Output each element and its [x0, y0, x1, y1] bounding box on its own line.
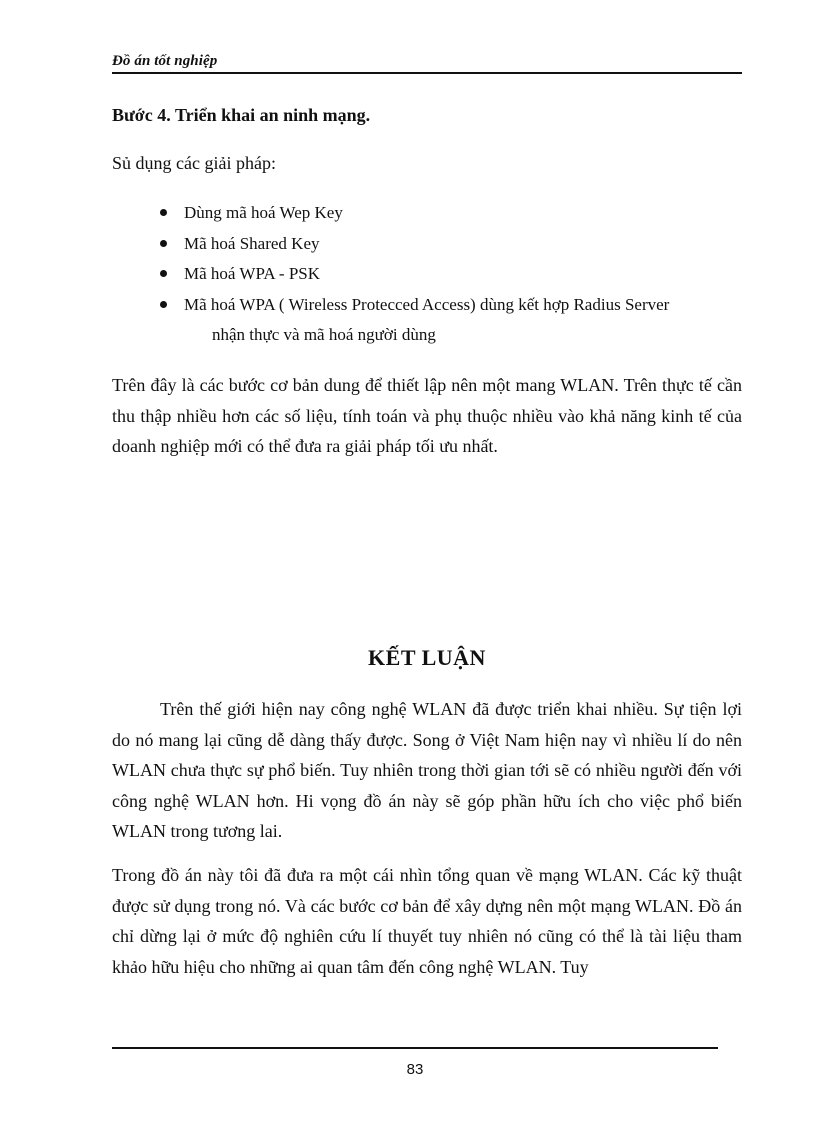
page-number: 83	[406, 1061, 424, 1078]
bullet-icon	[160, 240, 167, 247]
step-title: Bước 4. Triển khai an ninh mạng.	[112, 105, 371, 125]
intro-paragraph: Trên đây là các bước cơ bản dung để thiết lập nên một mang WLAN. Trên thực tế cần thu thập nhiều hơn các số liệu, tính toán và phụ thuộc nhiều vào khả năng kinh tế của doanh nghiệp mới có thể đưa ra giải pháp tối ưu nhất.	[112, 375, 742, 456]
conclusion-title: KẾT LUẬN	[368, 645, 486, 670]
page-header	[112, 52, 742, 74]
conclusion-paragraph-1: Trên thế giới hiện nay công nghệ WLAN đã được triển khai nhiều. Sự tiện lợi do nó mang lại cũng dễ dàng thấy được. Song ở Việt Nam hiện nay vì nhiều lí do nên WLAN chưa thực sự phổ biến. Tuy nhiên trong thời gian tới sẽ có nhiều người đến với công nghệ WLAN hơn. Hi vọng đồ án này sẽ góp phần hữu ích cho việc phổ biến WLAN trong tương lai.	[112, 699, 742, 841]
list-item-text: Mã hoá Shared Key	[184, 233, 320, 253]
list-item-continuation: nhận thực và mã hoá người dùng	[212, 325, 436, 344]
list-item	[160, 259, 750, 290]
bullet-icon	[160, 301, 167, 308]
conclusion-paragraph-2: Trong đồ án này tôi đã đưa ra một cái nhìn tổng quan về mạng WLAN. Các kỹ thuật được sử dụng trong nó. Và các bước cơ bản để xây dựng nên một mạng WLAN. Đồ án chỉ dừng lại ở mức độ nghiên cứu lí thuyết tuy nhiên nó cũng có thể là tài liệu tham khảo hữu hiệu cho những ai quan tâm đến công nghệ WLAN. Tuy	[112, 865, 742, 977]
list-item	[160, 229, 750, 260]
bullet-icon	[160, 270, 167, 277]
list-item-text: Mã hoá WPA - PSK	[184, 264, 321, 283]
footer-rule	[112, 1047, 718, 1049]
list-item-text: Mã hoá WPA ( Wireless Protecced Access) dùng kết hợp Radius Server	[184, 294, 670, 314]
list-item	[160, 290, 750, 351]
list-item	[160, 198, 750, 229]
security-solution-list	[160, 198, 750, 351]
list-item-text: Dùng mã hoá Wep Key	[184, 203, 343, 222]
header-title: Đồ án tốt nghiệp	[112, 53, 218, 69]
solutions-intro: Sủ dụng các giải pháp:	[112, 153, 276, 173]
bullet-icon	[160, 209, 167, 216]
